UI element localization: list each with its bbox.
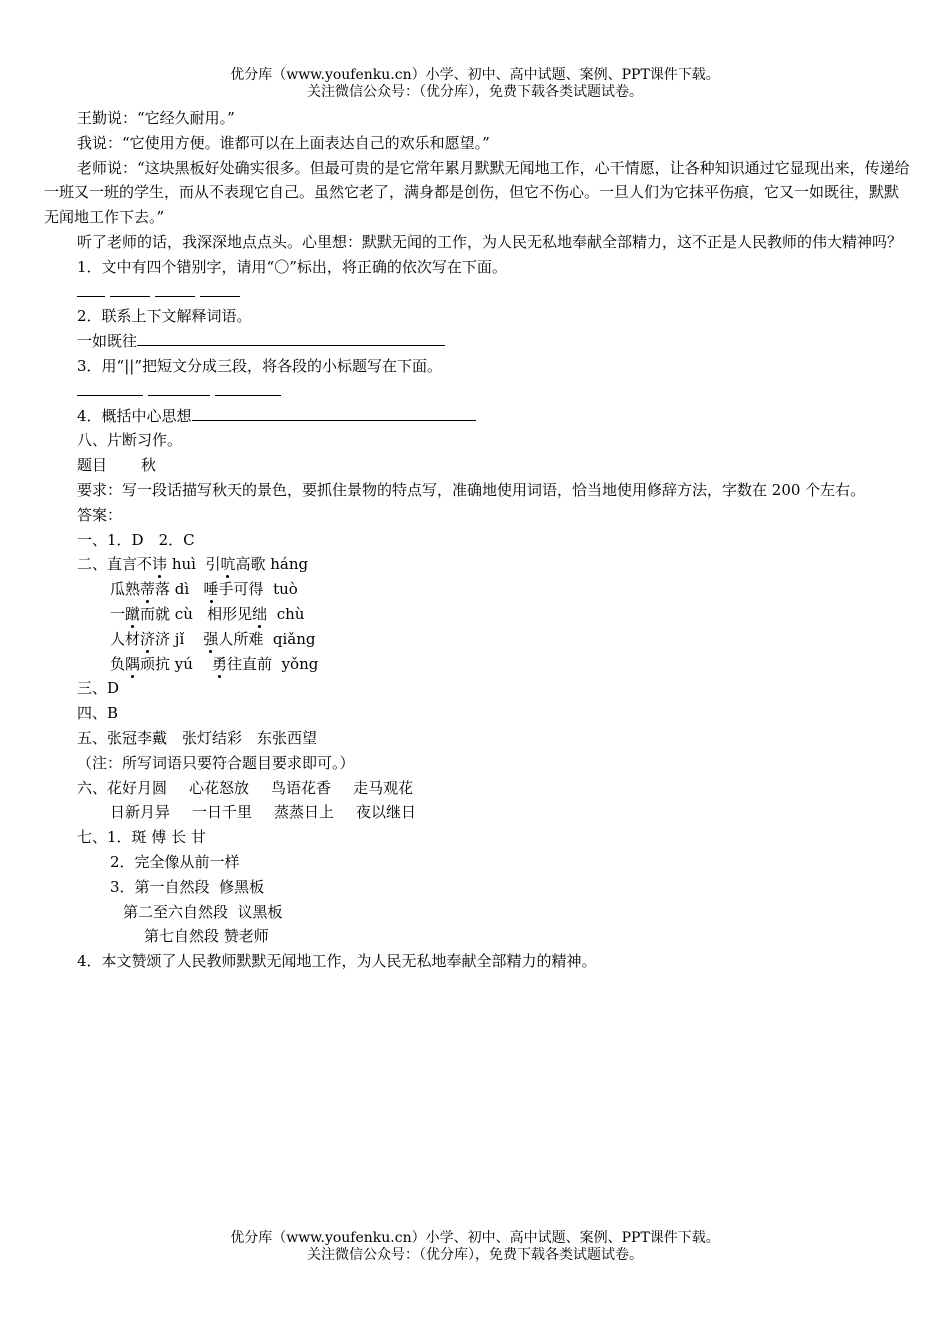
topic-label: 题目 (77, 456, 108, 475)
section-8-requirement: 要求：写一段话描写秋天的景色，要抓住景物的特点写，准确地使用词语，恰当地使用修辞方法，字数在 200 个左右。 (77, 480, 866, 499)
dotted-char: 隅 (125, 654, 141, 673)
answer-2-row: 一蹴而就 cù 相形见绌 chù (110, 604, 305, 623)
question-2-item (77, 329, 912, 354)
dotted-char: 蒂 (140, 580, 156, 599)
answer-2-prefix: 二、 (77, 555, 108, 574)
answer-3: 三、D (77, 679, 120, 698)
question-4-text: 4．概括中心思想 (77, 406, 192, 425)
answer-6-row-1: 六、花好月圆 心花怒放 鸟语花香 走马观花 (77, 778, 414, 797)
answer-blank[interactable] (77, 382, 143, 396)
answer-blank[interactable] (155, 283, 195, 297)
answer-2-row: 负隅顽抗 yú 勇往直前 yǒng (110, 654, 319, 673)
dotted-char: 讳 (152, 555, 168, 574)
answer-7-1: 七、1．斑 傅 长 甘 (77, 828, 206, 847)
dotted-char: 勇 (212, 654, 228, 673)
answers-label: 答案： (77, 505, 123, 524)
answer-blank[interactable] (215, 382, 281, 396)
passage-paragraph-4: 听了老师的话，我深深地点点头。心里想：默默无闻的工作，为人民无私地奉献全部精力，这不正是人民教师的伟大精神吗？ (77, 232, 903, 251)
section-8-title: 八、片断习作。 (77, 431, 183, 450)
section-8-topic (77, 453, 912, 478)
topic-value: 秋 (141, 456, 157, 475)
question-3: 3．用“||”把短文分成三段，将各段的小标题写在下面。 (77, 356, 442, 375)
answer-blank[interactable] (148, 382, 210, 396)
answer-6-row-2: 日新月异 一日千里 蒸蒸日上 夜以继日 (110, 803, 417, 822)
answer-7-2: 2．完全像从前一样 (110, 852, 240, 871)
question-4 (77, 404, 912, 429)
question-2-word: 一如既往 (77, 332, 138, 351)
answer-2-row: 二、直言不讳 huì 引吭高歌 háng (77, 555, 309, 574)
answer-1: 一、1．D 2．C (77, 530, 195, 549)
answer-5-note: （注：所写词语只要符合题目要求即可。） (77, 753, 355, 772)
footer-line-1: 优分库（www.youfenku.cn）小学、初中、高中试题、案例、PPT课件下载。 (230, 1230, 720, 1246)
question-1: 1．文中有四个错别字，请用“〇”标出，将正确的依次写在下面。 (77, 257, 507, 276)
footer-line-2: 关注微信公众号：（优分库），免费下载各类试题试卷。 (307, 1247, 643, 1263)
dotted-char: 济 (140, 629, 156, 648)
dotted-char: 蹴 (125, 604, 141, 623)
answer-blank[interactable] (137, 332, 445, 346)
page-footer (0, 1230, 950, 1264)
question-1-blanks (77, 280, 912, 305)
answer-5: 五、张冠李戴 张灯结彩 东张西望 (77, 728, 318, 747)
answer-7-3: 3．第一自然段 修黑板 (110, 877, 265, 896)
passage-paragraph-2: 我说：“它使用方便。谁都可以在上面表达自己的欢乐和愿望。” (77, 133, 490, 152)
question-2: 2．联系上下文解释词语。 (77, 307, 252, 326)
passage-paragraph-1: 王勤说：“它经久耐用。” (77, 109, 235, 127)
answer-blank[interactable] (77, 283, 105, 297)
answer-2-row: 人材济济 jǐ 强人所难 qiǎng (110, 629, 316, 648)
answer-7-4: 4．本文赞颂了人民教师默默无闻地工作，为人民无私地奉献全部精力的精神。 (77, 952, 597, 971)
passage-paragraph-3: 老师说：“这块黑板好处确实很多。但最可贵的是它常年累月默默无闻地工作，心干情愿，让各种知识通过它显现出来，传递给一班又一班的学生，而从不表现它自己。虽然它老了，满身都是创伤，但它不伤心。一旦人们为它抹平伤痕，它又一如既往，默默无闻地工作下去。” (44, 158, 910, 227)
answer-blank[interactable] (200, 283, 240, 297)
dotted-char: 绌 (252, 604, 268, 623)
answer-4: 四、B (77, 704, 119, 723)
dotted-char: 唾 (203, 580, 219, 599)
header-line-2: 关注微信公众号：（优分库），免费下载各类试题试卷。 (307, 84, 643, 100)
dotted-char: 强 (203, 629, 219, 648)
answer-7-3b: 第二至六自然段 议黑板 (123, 902, 283, 921)
answer-blank[interactable] (110, 283, 150, 297)
header-line-1: 优分库（www.youfenku.cn）小学、初中、高中试题、案例、PPT课件下载。 (230, 67, 720, 83)
question-3-blanks (77, 379, 912, 404)
dotted-char: 吭 (220, 555, 236, 574)
page-header (0, 67, 950, 101)
document-body (44, 106, 912, 974)
answer-blank[interactable] (192, 407, 476, 421)
answer-7-3c: 第七自然段 赞老师 (144, 927, 269, 946)
answer-2-row: 瓜熟蒂落 dì 唾手可得 tuò (110, 580, 298, 599)
